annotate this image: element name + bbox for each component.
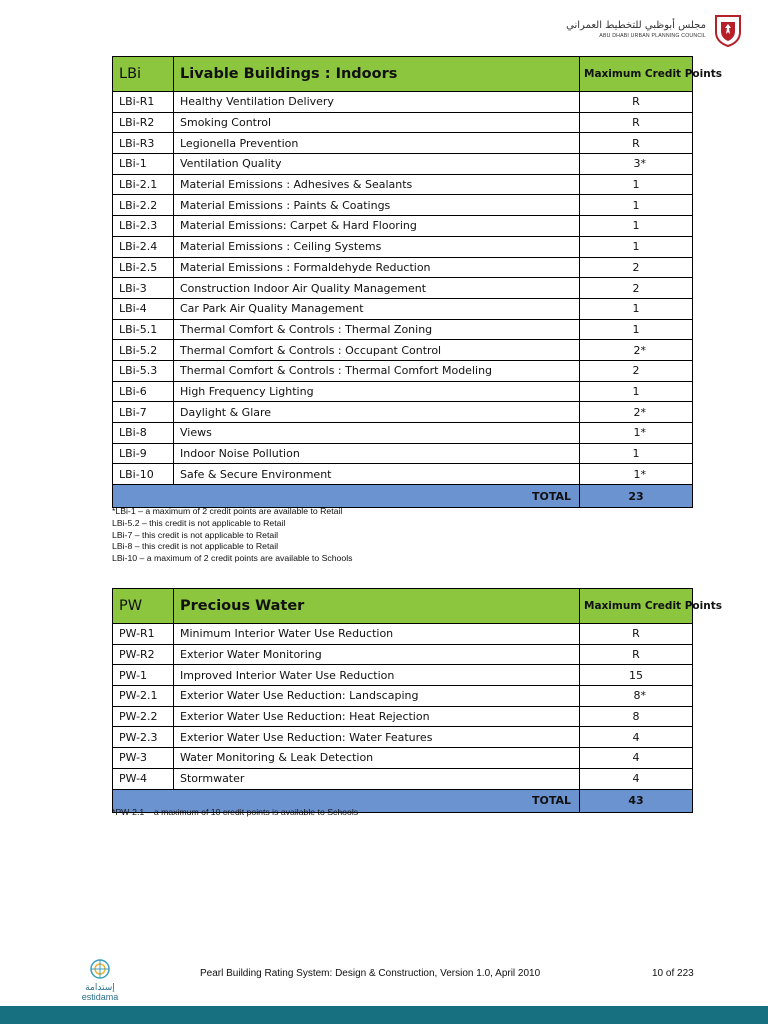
credit-points: R (580, 624, 693, 645)
credit-name: Healthy Ventilation Delivery (174, 92, 580, 113)
table-row (113, 195, 693, 216)
credit-code: PW-2.2 (113, 706, 174, 727)
total-label: TOTAL (113, 789, 580, 812)
credit-points: 1* (580, 464, 693, 485)
credit-name: Thermal Comfort & Controls : Thermal Comfort Modeling (174, 360, 580, 381)
credit-name: Ventilation Quality (174, 154, 580, 175)
credit-code: LBi-8 (113, 423, 174, 444)
max-credit-header: Maximum Credit Points (580, 57, 693, 92)
credit-code: LBi-2.2 (113, 195, 174, 216)
document-title: Pearl Building Rating System: Design & Construction, Version 1.0, April 2010 (200, 968, 541, 979)
credit-points: 1 (580, 236, 693, 257)
credit-points: 4 (580, 727, 693, 748)
credit-code: LBi-7 (113, 402, 174, 423)
credit-name: Exterior Water Use Reduction: Heat Rejection (174, 706, 580, 727)
credit-points: 2* (580, 340, 693, 361)
credit-code: LBi-R1 (113, 92, 174, 113)
credit-points: 8* (580, 686, 693, 707)
table-row (113, 174, 693, 195)
table-row (113, 727, 693, 748)
credit-name: Material Emissions : Formaldehyde Reduction (174, 257, 580, 278)
pw-footnotes (112, 807, 358, 819)
credit-code: PW-1 (113, 665, 174, 686)
page-number: 10 of 223 (652, 968, 694, 979)
table-row (113, 257, 693, 278)
lbi-credit-table (112, 56, 722, 508)
estidama-logo (78, 958, 122, 1002)
table-row (113, 748, 693, 769)
credit-name: Material Emissions : Adhesives & Sealants (174, 174, 580, 195)
footer-bar (0, 1006, 768, 1024)
credit-name: Material Emissions : Paints & Coatings (174, 195, 580, 216)
table-row (113, 443, 693, 464)
credit-points: 4 (580, 748, 693, 769)
credit-points: 2* (580, 402, 693, 423)
footnote: *PW-2.1 – a maximum of 10 credit points is available to Schools (112, 807, 359, 817)
credit-code: LBi-2.3 (113, 216, 174, 237)
credit-points: 2 (580, 278, 693, 299)
table-row (113, 464, 693, 485)
credit-name: Stormwater (174, 768, 580, 789)
credit-code: LBi-5.3 (113, 360, 174, 381)
footnote: LBi-5.2 – this credit is not applicable to Retail (112, 517, 286, 528)
credit-code: LBi-3 (113, 278, 174, 299)
table-row (113, 423, 693, 444)
credit-name: Improved Interior Water Use Reduction (174, 665, 580, 686)
credit-name: Exterior Water Use Reduction: Water Features (174, 727, 580, 748)
credit-points: 4 (580, 768, 693, 789)
credit-name: Smoking Control (174, 112, 580, 133)
table-header-row (113, 589, 693, 624)
credit-name: High Frequency Lighting (174, 381, 580, 402)
credit-points: 1 (580, 195, 693, 216)
credit-code: LBi-2.4 (113, 236, 174, 257)
credit-name: Minimum Interior Water Use Reduction (174, 624, 580, 645)
falcon-emblem-icon (710, 12, 746, 48)
category-title: Precious Water (174, 589, 580, 624)
credit-points: 8 (580, 706, 693, 727)
credit-name: Water Monitoring & Leak Detection (174, 748, 580, 769)
credit-name: Indoor Noise Pollution (174, 443, 580, 464)
table-row (113, 236, 693, 257)
table-header-row (113, 57, 693, 92)
credit-points: 3* (580, 154, 693, 175)
council-name-english: ABU DHABI URBAN PLANNING COUNCIL (599, 32, 706, 39)
table-row (113, 706, 693, 727)
table-row (113, 665, 693, 686)
total-value: 43 (580, 789, 693, 812)
credit-code: PW-3 (113, 748, 174, 769)
table-row (113, 360, 693, 381)
credit-code: LBi-10 (113, 464, 174, 485)
table-row (113, 154, 693, 175)
lbi-footnotes (112, 506, 352, 565)
category-code: PW (113, 589, 174, 624)
table-row (113, 278, 693, 299)
credit-points: R (580, 112, 693, 133)
table-row (113, 686, 693, 707)
credit-points: 1 (580, 319, 693, 340)
credit-code: PW-4 (113, 768, 174, 789)
table-row (113, 112, 693, 133)
credit-code: LBi-R3 (113, 133, 174, 154)
footnote: *LBi-1 – a maximum of 2 credit points are available to Retail (112, 506, 343, 516)
credit-name: Construction Indoor Air Quality Management (174, 278, 580, 299)
credit-name: Thermal Comfort & Controls : Occupant Control (174, 340, 580, 361)
credit-points: 2 (580, 360, 693, 381)
credit-name: Legionella Prevention (174, 133, 580, 154)
pw-credit-table (112, 588, 722, 813)
credit-name: Car Park Air Quality Management (174, 298, 580, 319)
table-row (113, 644, 693, 665)
credit-code: LBi-9 (113, 443, 174, 464)
estidama-emblem-icon (85, 958, 115, 980)
credit-name: Daylight & Glare (174, 402, 580, 423)
estidama-arabic: إستدامة (85, 983, 115, 993)
credit-points: 1* (580, 423, 693, 444)
credit-name: Exterior Water Monitoring (174, 644, 580, 665)
credit-points: R (580, 92, 693, 113)
credit-points: R (580, 133, 693, 154)
category-code: LBi (113, 57, 174, 92)
credit-code: LBi-4 (113, 298, 174, 319)
credit-name: Safe & Secure Environment (174, 464, 580, 485)
credit-points: 1 (580, 381, 693, 402)
table-row (113, 298, 693, 319)
footnote: LBi-10 – a maximum of 2 credit points are available to Schools (112, 553, 353, 564)
credit-points: R (580, 644, 693, 665)
credit-points: 2 (580, 257, 693, 278)
total-value: 23 (580, 485, 693, 508)
credit-name: Material Emissions : Ceiling Systems (174, 236, 580, 257)
credit-name: Material Emissions: Carpet & Hard Flooring (174, 216, 580, 237)
credit-code: PW-R2 (113, 644, 174, 665)
credit-code: LBi-6 (113, 381, 174, 402)
council-logo (566, 12, 746, 48)
table-row (113, 768, 693, 789)
credit-points: 1 (580, 216, 693, 237)
credit-code: LBi-5.2 (113, 340, 174, 361)
credit-code: LBi-R2 (113, 112, 174, 133)
footnote: LBi-7 – this credit is not applicable to Retail (112, 529, 279, 540)
footnote: LBi-8 – this credit is not applicable to Retail (112, 541, 279, 552)
credit-points: 1 (580, 298, 693, 319)
table-row (113, 216, 693, 237)
total-label: TOTAL (113, 485, 580, 508)
max-credit-header: Maximum Credit Points (580, 589, 693, 624)
table-row (113, 319, 693, 340)
table-row (113, 92, 693, 113)
credit-code: LBi-1 (113, 154, 174, 175)
credit-name: Exterior Water Use Reduction: Landscaping (174, 686, 580, 707)
credit-points: 1 (580, 443, 693, 464)
credit-name: Thermal Comfort & Controls : Thermal Zoning (174, 319, 580, 340)
category-title: Livable Buildings : Indoors (174, 57, 580, 92)
credit-points: 1 (580, 174, 693, 195)
table-row (113, 340, 693, 361)
table-row (113, 624, 693, 645)
credit-name: Views (174, 423, 580, 444)
estidama-english: estidama (81, 992, 119, 1002)
credit-code: LBi-2.1 (113, 174, 174, 195)
credit-code: LBi-5.1 (113, 319, 174, 340)
council-name-arabic: مجلس أبوظبي للتخطيط العمراني (566, 19, 706, 31)
table-row (113, 381, 693, 402)
credit-code: PW-2.1 (113, 686, 174, 707)
credit-code: PW-R1 (113, 624, 174, 645)
table-row (113, 402, 693, 423)
credit-points: 15 (580, 665, 693, 686)
total-row (113, 485, 693, 508)
table-row (113, 133, 693, 154)
credit-code: PW-2.3 (113, 727, 174, 748)
credit-code: LBi-2.5 (113, 257, 174, 278)
